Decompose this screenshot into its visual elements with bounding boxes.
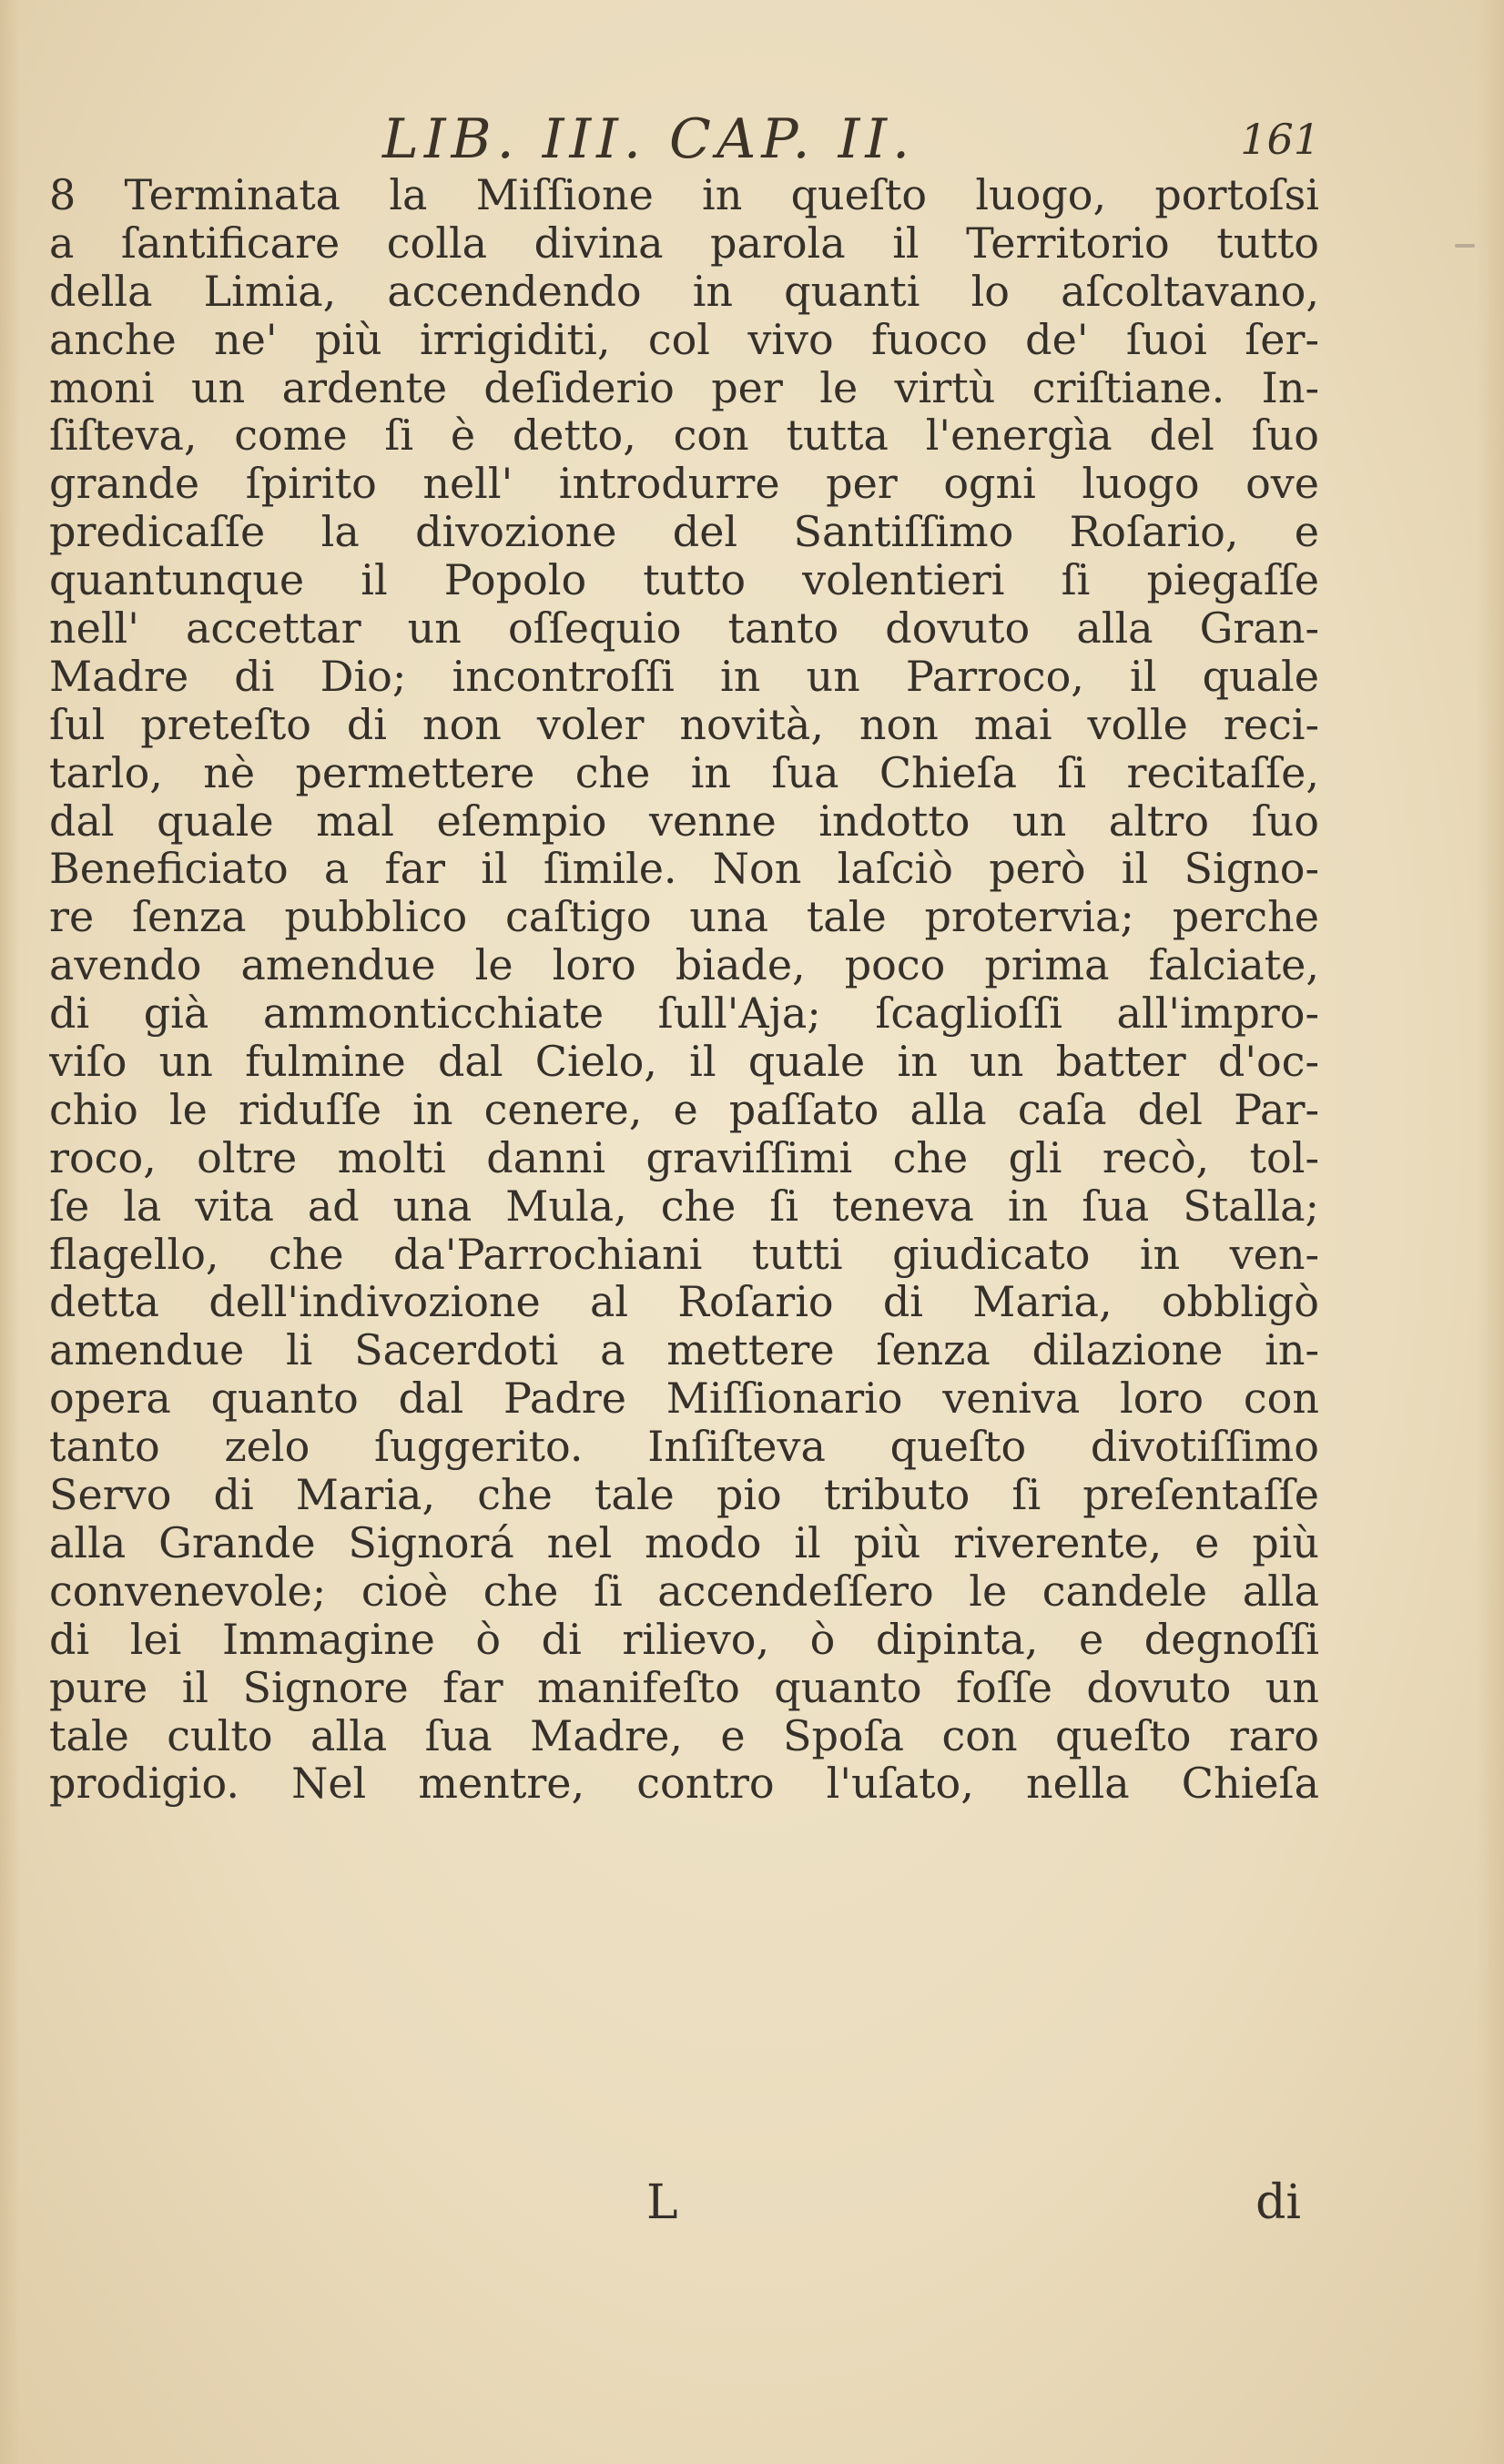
- text-line: ſe la vita ad una Mula, che ſi teneva in ſua Stalla;: [49, 1181, 1319, 1231]
- text-line: a ſantificare colla divina parola il Territorio tutto: [49, 218, 1319, 268]
- catchword: di: [1255, 2175, 1301, 2230]
- text-line: Servo di Maria, che tale pio tributo ſi preſentaſſe: [49, 1471, 1319, 1519]
- text-line: di lei Immagine ò di rilievo, ò dipinta, e degnoſſi: [49, 1615, 1319, 1664]
- text-line: ſiſteva, come ſi è detto, con tutta l'energìa del ſuo: [49, 411, 1319, 461]
- text-line: quantunque il Popolo tutto volentieri ſi piegaſſe: [49, 556, 1319, 605]
- text-line: 8 Terminata la Miſſione in queſto luogo, portoſsi: [49, 171, 1319, 219]
- text-line: alla Grande Signorá nel modo il più riverente, e più: [49, 1518, 1319, 1567]
- signature-mark: L: [646, 2175, 678, 2230]
- text-line: tale culto alla ſua Madre, e Spoſa con queſto raro: [49, 1711, 1319, 1760]
- text-line: chio le riduſſe in cenere, e paſſato alla caſa del Par-: [49, 1085, 1319, 1134]
- page-header: [382, 107, 1320, 171]
- text-line: moni un ardente deſiderio per le virtù criſtiane. In-: [49, 363, 1319, 412]
- page-edge-shadow-left: [0, 0, 20, 2464]
- text-line: di già ammonticchiate ſull'Aja; ſcaglioſſi all'impro-: [49, 989, 1319, 1039]
- text-line: della Limia, accendendo in quanti lo aſcoltavano,: [49, 267, 1319, 316]
- text-line: tanto zelo ſuggerito. Inſiſteva queſto divotiſſimo: [49, 1423, 1319, 1472]
- text-line: re ſenza pubblico caſtigo una tale protervia; perche: [49, 893, 1319, 942]
- text-line: grande ſpirito nell' introdurre per ogni luogo ove: [49, 460, 1319, 509]
- text-line: amendue li Sacerdoti a mettere ſenza dilazione in-: [49, 1326, 1319, 1375]
- text-line: anche ne' più irrigiditi, col vivo fuoco de' ſuoi ſer-: [49, 315, 1319, 364]
- text-line: Beneficiato a far il ſimile. Non laſciò però il Signo-: [49, 845, 1319, 894]
- page-number: 161: [1240, 115, 1320, 164]
- text-line: opera quanto dal Padre Miſſionario veniva loro con: [49, 1374, 1319, 1424]
- text-line: convenevole; cioè che ſi accendeſſero le candele alla: [49, 1567, 1319, 1616]
- text-line: detta dell'indivozione al Roſario di Maria, obbligò: [49, 1278, 1319, 1327]
- text-line: roco, oltre molti danni graviſſimi che gli recò, tol-: [49, 1133, 1319, 1182]
- body-text: [49, 171, 1319, 2174]
- text-line: pure il Signore far manifeſto quanto foſſe dovuto un: [49, 1663, 1319, 1712]
- text-line: flagello, che da'Parrochiani tutti giudicato in ven-: [49, 1230, 1319, 1279]
- text-line: avendo amendue le loro biade, poco prima falciate,: [49, 941, 1319, 990]
- text-line: predicaſſe la divozione del Santiſſimo Roſario, e: [49, 508, 1319, 557]
- page-edge-shadow-right: [1477, 0, 1504, 2464]
- text-line: ſul preteſto di non voler novità, non mai volle reci-: [49, 700, 1319, 749]
- text-line: Madre di Dio; incontroſſi in un Parroco, il quale: [49, 652, 1319, 701]
- text-line: dal quale mal eſempio venne indotto un altro ſuo: [49, 796, 1319, 846]
- text-line: tarlo, nè permettere che in ſua Chieſa ſi recitaſſe,: [49, 748, 1319, 797]
- text-line: nell' accettar un oſſequio tanto dovuto alla Gran-: [49, 604, 1319, 653]
- text-line: prodigio. Nel mentre, contro l'uſato, nella Chieſa: [49, 1759, 1319, 1809]
- running-head: LIB. III. CAP. II.: [382, 107, 916, 171]
- page-footer: [49, 2175, 1319, 2239]
- text-line: viſo un fulmine dal Cielo, il quale in un batter d'oc-: [49, 1038, 1319, 1086]
- ink-smudge-mark: [1455, 244, 1475, 248]
